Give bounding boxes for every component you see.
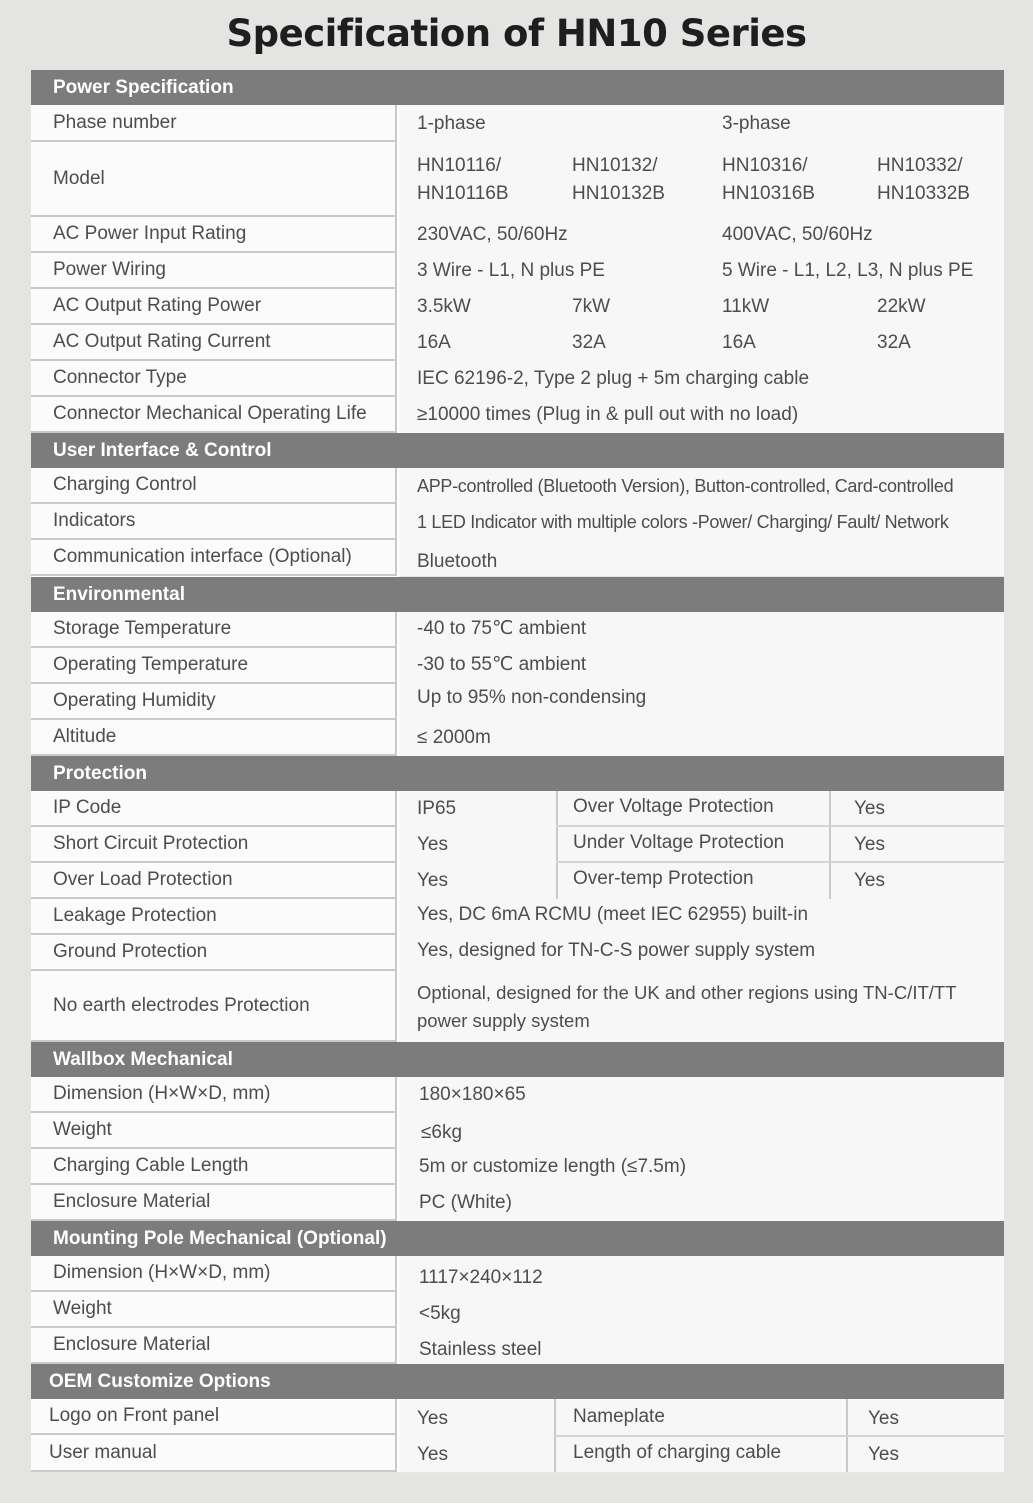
value-cable-length-option: Yes xyxy=(868,1444,899,1465)
section-header-environmental: Environmental xyxy=(31,577,1004,612)
section-header-pole: Mounting Pole Mechanical (Optional) xyxy=(31,1221,1004,1256)
value-output-power-3: 11kW xyxy=(722,296,770,317)
label-communication: Communication interface (Optional) xyxy=(31,540,397,576)
value-communication: Bluetooth xyxy=(417,551,498,572)
value-logo: Yes xyxy=(417,1408,448,1429)
page-title: Specification of HN10 Series xyxy=(226,12,807,55)
value-indicators: 1 LED Indicator with multiple colors -Power/ Charging/ Fault/ Network xyxy=(417,511,949,532)
label-phase-number: Phase number xyxy=(31,105,397,142)
label-storage-temperature: Storage Temperature xyxy=(31,612,397,648)
row-divider xyxy=(554,1435,1004,1437)
label-cable-length-option: Length of charging cable xyxy=(573,1442,782,1463)
label-wallbox-dimension: Dimension (H×W×D, mm) xyxy=(31,1077,397,1113)
value-pole-dimension: 1117×240×112 xyxy=(419,1267,543,1288)
label-pole-weight: Weight xyxy=(31,1292,397,1328)
value-operating-temperature: -30 to 55℃ ambient xyxy=(417,653,587,675)
label-ground: Ground Protection xyxy=(31,935,397,971)
value-bg xyxy=(399,1113,1004,1151)
label-under-voltage: Under Voltage Protection xyxy=(573,832,785,853)
value-cable-length: 5m or customize length (≤7.5m) xyxy=(419,1156,687,1177)
label-operating-temperature: Operating Temperature xyxy=(31,648,397,684)
row-divider xyxy=(556,861,1004,863)
label-cable-length: Charging Cable Length xyxy=(31,1149,397,1185)
label-model: Model xyxy=(31,142,397,217)
value-ground: Yes, designed for TN-C-S power supply system xyxy=(417,940,816,961)
value-over-voltage: Yes xyxy=(854,798,885,819)
label-logo: Logo on Front panel xyxy=(31,1399,397,1435)
value-under-voltage: Yes xyxy=(854,834,885,855)
value-charging-control: APP-controlled (Bluetooth Version), Button-controlled, Card-controlled xyxy=(417,475,954,496)
label-over-voltage: Over Voltage Protection xyxy=(573,796,774,817)
value-output-current-1: 16A xyxy=(417,332,451,353)
section-header-ui: User Interface & Control xyxy=(31,433,1004,468)
column-divider xyxy=(556,791,558,899)
value-altitude: ≤ 2000m xyxy=(417,727,491,748)
label-power-wiring: Power Wiring xyxy=(31,253,397,289)
label-pole-enclosure: Enclosure Material xyxy=(31,1328,397,1364)
label-over-temp: Over-temp Protection xyxy=(573,868,754,889)
label-altitude: Altitude xyxy=(31,720,397,756)
label-leakage: Leakage Protection xyxy=(31,899,397,935)
value-output-current-2: 32A xyxy=(572,332,606,353)
label-no-earth: No earth electrodes Protection xyxy=(31,971,397,1042)
label-ip-code: IP Code xyxy=(31,791,397,827)
section-header-oem: OEM Customize Options xyxy=(31,1364,1004,1399)
value-wallbox-enclosure: PC (White) xyxy=(419,1192,512,1213)
section-header-power: Power Specification xyxy=(31,70,1004,105)
value-over-temp: Yes xyxy=(854,870,885,891)
label-indicators: Indicators xyxy=(31,504,397,540)
label-pole-dimension: Dimension (H×W×D, mm) xyxy=(31,1256,397,1292)
section-header-wallbox: Wallbox Mechanical xyxy=(31,1042,1004,1077)
label-output-current: AC Output Rating Current xyxy=(31,325,397,361)
value-user-manual: Yes xyxy=(417,1444,448,1465)
value-bg xyxy=(399,325,1004,363)
value-ac-input-1: 230VAC, 50/60Hz xyxy=(417,224,568,245)
value-pole-enclosure: Stainless steel xyxy=(419,1339,542,1360)
label-user-manual: User manual xyxy=(31,1435,397,1472)
row-divider xyxy=(556,825,1004,827)
value-model-2: HN10132/ HN10132B xyxy=(572,154,665,204)
value-output-power-2: 7kW xyxy=(572,296,610,317)
value-leakage: Yes, DC 6mA RCMU (meet IEC 62955) built-in xyxy=(417,904,809,925)
label-connector-type: Connector Type xyxy=(31,361,397,397)
label-wallbox-weight: Weight xyxy=(31,1113,397,1149)
value-model-3: HN10316/ HN10316B xyxy=(722,154,815,204)
value-connector-life: ≥10000 times (Plug in & pull out with no load) xyxy=(417,404,799,425)
value-output-power-4: 22kW xyxy=(877,296,926,317)
value-wallbox-dimension: 180×180×65 xyxy=(419,1084,526,1105)
value-pole-weight: <5kg xyxy=(419,1303,461,1324)
value-model-4: HN10332/ HN10332B xyxy=(877,154,970,204)
label-nameplate: Nameplate xyxy=(573,1406,665,1427)
value-wiring-1: 3 Wire - L1, N plus PE xyxy=(417,260,605,281)
value-wiring-3: 5 Wire - L1, L2, L3, N plus PE xyxy=(722,260,974,281)
label-short-circuit: Short Circuit Protection xyxy=(31,827,397,863)
label-wallbox-enclosure: Enclosure Material xyxy=(31,1185,397,1221)
label-charging-control: Charging Control xyxy=(31,468,397,504)
value-phase-1: 1-phase xyxy=(417,112,486,134)
value-model-1: HN10116/ HN10116B xyxy=(417,154,509,204)
value-ip-code: IP65 xyxy=(417,798,457,819)
value-over-load: Yes xyxy=(417,870,448,891)
value-ac-input-3: 400VAC, 50/60Hz xyxy=(722,224,873,245)
value-output-current-3: 16A xyxy=(722,332,756,353)
value-no-earth: Optional, designed for the UK and other regions using TN-C/IT/TT power supply system xyxy=(417,981,957,1031)
label-operating-humidity: Operating Humidity xyxy=(31,684,397,720)
label-connector-life: Connector Mechanical Operating Life xyxy=(31,397,397,433)
label-ac-input: AC Power Input Rating xyxy=(31,217,397,253)
section-header-protection: Protection xyxy=(31,756,1004,791)
value-bg xyxy=(399,1292,1004,1330)
spec-table xyxy=(31,70,1004,1472)
column-divider xyxy=(829,791,831,899)
value-short-circuit: Yes xyxy=(417,834,448,855)
value-nameplate: Yes xyxy=(868,1408,899,1429)
label-over-load: Over Load Protection xyxy=(31,863,397,899)
value-output-power-1: 3.5kW xyxy=(417,296,471,317)
value-wallbox-weight: ≤6kg xyxy=(421,1122,463,1143)
value-bg xyxy=(399,1399,1004,1437)
value-phase-3: 3-phase xyxy=(722,112,791,134)
value-output-current-4: 32A xyxy=(877,332,911,353)
value-bg xyxy=(399,105,1004,144)
value-connector-type: IEC 62196-2, Type 2 plug + 5m charging cable xyxy=(417,368,810,389)
value-operating-humidity: Up to 95% non-condensing xyxy=(417,687,647,708)
label-output-power: AC Output Rating Power xyxy=(31,289,397,325)
value-storage-temperature: -40 to 75℃ ambient xyxy=(417,617,587,639)
